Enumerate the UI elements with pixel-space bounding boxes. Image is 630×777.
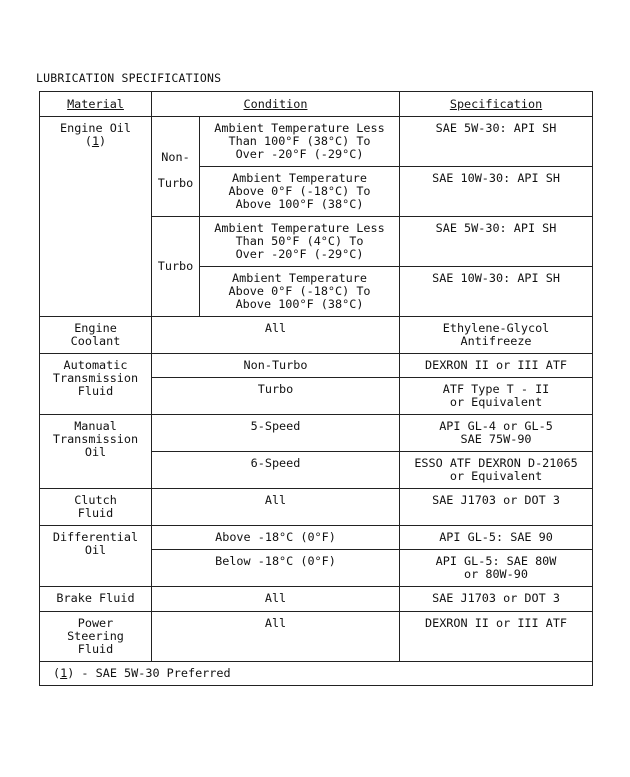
material-cell-clutch: Clutch Fluid bbox=[40, 489, 152, 526]
condition-cell: Turbo bbox=[152, 378, 400, 415]
table-row bbox=[40, 587, 593, 612]
page-title: LUBRICATION SPECIFICATIONS bbox=[36, 71, 222, 85]
spec-cell: SAE J1703 or DOT 3 bbox=[400, 489, 593, 526]
condition-cell: Above -18°C (0°F) bbox=[152, 526, 400, 550]
spec-cell: SAE 5W-30: API SH bbox=[400, 117, 593, 167]
spec-cell: ATF Type T - II or Equivalent bbox=[400, 378, 593, 415]
header-row bbox=[40, 92, 593, 117]
engine-type-turbo: Turbo bbox=[152, 217, 200, 317]
lubrication-spec-table bbox=[39, 91, 593, 686]
condition-cell: Ambient Temperature Less Than 100°F (38°C) To Over -20°F (-29°C) bbox=[200, 117, 400, 167]
spec-cell: SAE 10W-30: API SH bbox=[400, 167, 593, 217]
material-cell-coolant: Engine Coolant bbox=[40, 317, 152, 354]
spec-cell: API GL-4 or GL-5 SAE 75W-90 bbox=[400, 415, 593, 452]
condition-cell: Non-Turbo bbox=[152, 354, 400, 378]
material-cell-power-steering: Power Steering Fluid bbox=[40, 612, 152, 662]
table-row bbox=[40, 117, 593, 167]
condition-cell: All bbox=[152, 489, 400, 526]
spec-cell: DEXRON II or III ATF bbox=[400, 354, 593, 378]
spec-cell: DEXRON II or III ATF bbox=[400, 612, 593, 662]
spec-cell: SAE J1703 or DOT 3 bbox=[400, 587, 593, 612]
condition-cell: All bbox=[152, 587, 400, 612]
table-row bbox=[40, 415, 593, 452]
spec-cell: API GL-5: SAE 90 bbox=[400, 526, 593, 550]
condition-cell: All bbox=[152, 612, 400, 662]
condition-cell: 6-Speed bbox=[152, 452, 400, 489]
condition-cell: Below -18°C (0°F) bbox=[152, 550, 400, 587]
condition-cell: 5-Speed bbox=[152, 415, 400, 452]
footnote: (1) - SAE 5W-30 Preferred bbox=[40, 662, 593, 686]
footnote-ref: 1 bbox=[91, 134, 100, 148]
spec-cell: SAE 10W-30: API SH bbox=[400, 267, 593, 317]
table-row bbox=[40, 612, 593, 662]
material-cell-atf: Automatic Transmission Fluid bbox=[40, 354, 152, 415]
table-row bbox=[40, 526, 593, 550]
table-row bbox=[40, 317, 593, 354]
spec-cell: API GL-5: SAE 80W or 80W-90 bbox=[400, 550, 593, 587]
material-cell-engine-oil: Engine Oil (1) bbox=[40, 117, 152, 317]
footnote-ref: 1 bbox=[60, 666, 68, 680]
condition-cell: Ambient Temperature Above 0°F (-18°C) To Above 100°F (38°C) bbox=[200, 267, 400, 317]
table-row bbox=[40, 489, 593, 526]
header-material: Material bbox=[40, 92, 152, 117]
header-condition: Condition bbox=[152, 92, 400, 117]
spec-cell: SAE 5W-30: API SH bbox=[400, 217, 593, 267]
material-cell-mtf: Manual Transmission Oil bbox=[40, 415, 152, 489]
condition-cell: Ambient Temperature Less Than 50°F (4°C) To Over -20°F (-29°C) bbox=[200, 217, 400, 267]
engine-type-non-turbo: Non- Turbo bbox=[152, 117, 200, 217]
spec-cell: Ethylene-Glycol Antifreeze bbox=[400, 317, 593, 354]
spec-cell: ESSO ATF DEXRON D-21065 or Equivalent bbox=[400, 452, 593, 489]
header-specification: Specification bbox=[400, 92, 593, 117]
condition-cell: All bbox=[152, 317, 400, 354]
table-row bbox=[40, 354, 593, 378]
footnote-row bbox=[40, 662, 593, 686]
condition-cell: Ambient Temperature Above 0°F (-18°C) To Above 100°F (38°C) bbox=[200, 167, 400, 217]
material-cell-differential: Differential Oil bbox=[40, 526, 152, 587]
material-cell-brake: Brake Fluid bbox=[40, 587, 152, 612]
